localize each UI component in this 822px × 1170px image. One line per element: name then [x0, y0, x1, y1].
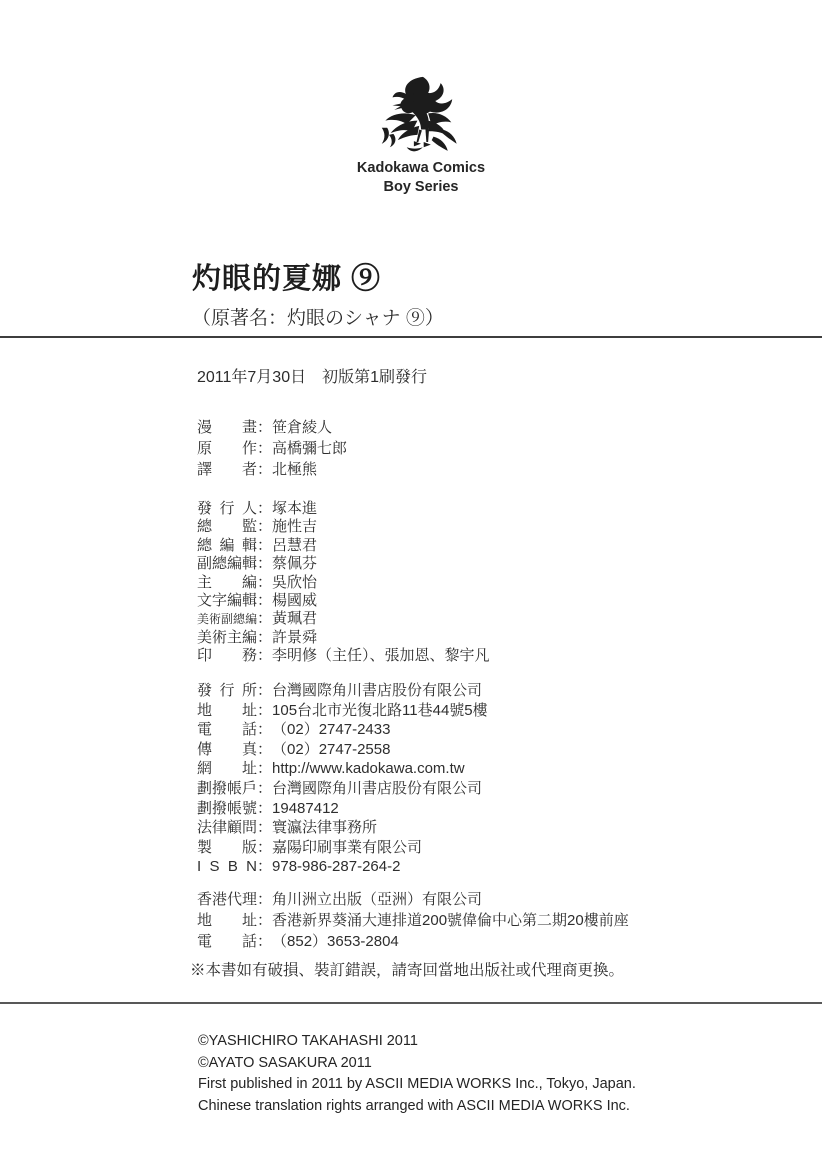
colon-separator: ：	[257, 461, 273, 478]
credit-row	[197, 571, 490, 589]
agent-row	[197, 888, 629, 909]
publisher-label: 地 址	[197, 701, 257, 719]
publisher-value: （02）2747-2558	[272, 740, 391, 758]
credit-row	[197, 589, 490, 607]
credit-value: 施性吉	[272, 518, 318, 536]
primary-credits	[197, 416, 347, 479]
copyright-line: Chinese translation rights arranged with ASCII MEDIA WORKS Inc.	[198, 1097, 630, 1114]
publisher-label: 製 版	[197, 838, 257, 856]
brand-line-1: Kadokawa Comics	[356, 160, 486, 176]
colon-separator: ：	[257, 740, 273, 758]
credit-value: 高橋彌七郎	[272, 440, 348, 457]
publisher-info	[197, 679, 488, 875]
colon-separator: ：	[257, 419, 273, 436]
colon-separator: ：	[257, 647, 273, 665]
publisher-label: 劃 撥 帳 號	[197, 799, 258, 817]
agent-label: 電 話	[197, 933, 257, 950]
original-title: （原著名：灼眼のシャナ ⑨）	[192, 308, 444, 329]
colon-separator: ：	[257, 610, 273, 628]
isbn-label: I S B N	[197, 858, 257, 876]
top-divider	[0, 336, 822, 338]
colon-separator: ：	[257, 838, 273, 856]
publisher-row	[197, 816, 488, 836]
publisher-label: 發 行 所	[197, 682, 257, 699]
publisher-row	[197, 679, 488, 699]
hk-agent-info	[197, 888, 629, 951]
credit-row	[197, 644, 490, 665]
credit-label: 印 務	[197, 647, 257, 665]
credit-label: 副 總 編 輯	[197, 555, 258, 573]
colon-separator: ：	[257, 912, 273, 929]
copyright-line: ©AYATO SASAKURA 2011	[198, 1054, 372, 1071]
colon-separator: ：	[257, 799, 273, 817]
credit-row	[197, 534, 490, 552]
publisher-logo-block	[348, 76, 494, 195]
publisher-value: 台灣國際角川書店股份有限公司	[272, 779, 483, 797]
publisher-row	[197, 699, 488, 719]
kadokawa-phoenix-icon	[376, 76, 466, 158]
publisher-row	[197, 855, 488, 875]
credit-row	[197, 552, 490, 573]
credit-value: 蔡佩芬	[272, 555, 318, 573]
credit-value: 笹倉綾人	[272, 419, 333, 436]
credit-label: 譯 者	[197, 461, 257, 478]
agent-label: 地 址	[197, 912, 257, 929]
credit-row	[197, 458, 347, 479]
colon-separator: ：	[257, 933, 273, 950]
isbn-value: 978-986-287-264-2	[272, 858, 401, 876]
credit-label: 發 行 人	[197, 500, 257, 517]
publisher-row	[197, 836, 488, 856]
credit-label: 原 作	[197, 440, 257, 457]
publisher-label: 劃 撥 帳 戶	[197, 779, 258, 797]
credit-value: 楊國威	[272, 591, 318, 609]
credit-label: 美 術 主 編	[197, 628, 258, 646]
credit-label: 美 術 副 總 編	[197, 612, 258, 627]
credit-row	[197, 626, 490, 644]
edition-date: 2011年7月30日 初版第1刷發行	[197, 369, 428, 386]
colon-separator: ：	[257, 628, 273, 646]
credit-label: 總 監	[197, 518, 257, 536]
publisher-row	[197, 777, 488, 797]
copyright-line: First published in 2011 by ASCII MEDIA WORKS Inc., Tokyo, Japan.	[198, 1076, 636, 1092]
agent-row	[197, 930, 629, 951]
publisher-value: 嘉陽印刷事業有限公司	[272, 838, 423, 856]
credit-row	[197, 607, 490, 628]
credit-label: 漫 畫	[197, 419, 257, 436]
colon-separator: ：	[257, 760, 273, 778]
credit-value: 許景舜	[272, 628, 318, 646]
publisher-label: 電 話	[197, 721, 257, 739]
colon-separator: ：	[257, 440, 273, 457]
credit-value: 吳欣怡	[272, 573, 318, 591]
copyright-line: ©YASHICHIRO TAKAHASHI 2011	[198, 1033, 418, 1049]
colon-separator: ：	[257, 518, 273, 536]
credit-value: 黃珮君	[272, 610, 318, 628]
credit-value: 塚本進	[272, 500, 318, 517]
staff-credits	[197, 497, 490, 663]
credit-row	[197, 437, 347, 458]
publisher-label: 網 址	[197, 760, 257, 778]
colon-separator: ：	[257, 721, 273, 739]
agent-value: 角川洲立出版（亞洲）有限公司	[272, 891, 483, 908]
agent-row	[197, 909, 629, 930]
publisher-website-url: http://www.kadokawa.com.tw	[272, 760, 465, 778]
colon-separator: ：	[257, 819, 273, 837]
replacement-notice: ※本書如有破損、裝訂錯誤，請寄回當地出版社或代理商更換。	[190, 962, 625, 979]
credit-value: 李明修（主任）、張加恩、黎宇凡	[272, 647, 490, 665]
publisher-value: 寰瀛法律事務所	[272, 819, 378, 837]
brand-line-2: Boy Series	[383, 178, 459, 195]
credit-row	[197, 416, 347, 437]
colon-separator: ：	[257, 591, 273, 609]
colon-separator: ：	[257, 891, 273, 908]
publisher-value: 台灣國際角川書店股份有限公司	[272, 682, 483, 699]
credit-row	[197, 515, 490, 536]
colon-separator: ：	[257, 573, 273, 591]
agent-value: （852）3653-2804	[272, 933, 399, 950]
colon-separator: ：	[257, 858, 273, 876]
title-block	[192, 256, 444, 330]
credit-row	[197, 497, 490, 515]
publisher-row	[197, 718, 488, 738]
credit-label: 總 編 輯	[197, 536, 257, 554]
credit-value: 北極熊	[272, 461, 318, 478]
publisher-row	[197, 797, 488, 817]
publisher-label: 傳 真	[197, 740, 257, 758]
colon-separator: ：	[257, 682, 273, 699]
publisher-label: 法 律 顧 問	[197, 819, 258, 837]
agent-value: 香港新界葵涌大連排道200號偉倫中心第二期20樓前座	[272, 912, 629, 929]
copyright-block	[198, 1031, 636, 1117]
agent-label: 香 港 代 理	[197, 891, 258, 908]
publisher-value: （02）2747-2433	[272, 721, 391, 739]
bottom-divider	[0, 1002, 822, 1004]
publisher-value: 105台北市光復北路11巷44號5樓	[272, 701, 488, 719]
colon-separator: ：	[257, 701, 273, 719]
colon-separator: ：	[257, 555, 273, 573]
publisher-value: 19487412	[272, 799, 339, 817]
credit-value: 呂慧君	[272, 536, 318, 554]
colon-separator: ：	[257, 779, 273, 797]
book-title: 灼眼的夏娜 ⑨	[192, 263, 382, 295]
publisher-row	[197, 738, 488, 758]
credit-label: 文 字 編 輯	[197, 591, 258, 609]
publisher-row	[197, 757, 488, 777]
colon-separator: ：	[257, 500, 273, 517]
credit-label: 主 編	[197, 573, 257, 591]
colon-separator: ：	[257, 536, 273, 554]
